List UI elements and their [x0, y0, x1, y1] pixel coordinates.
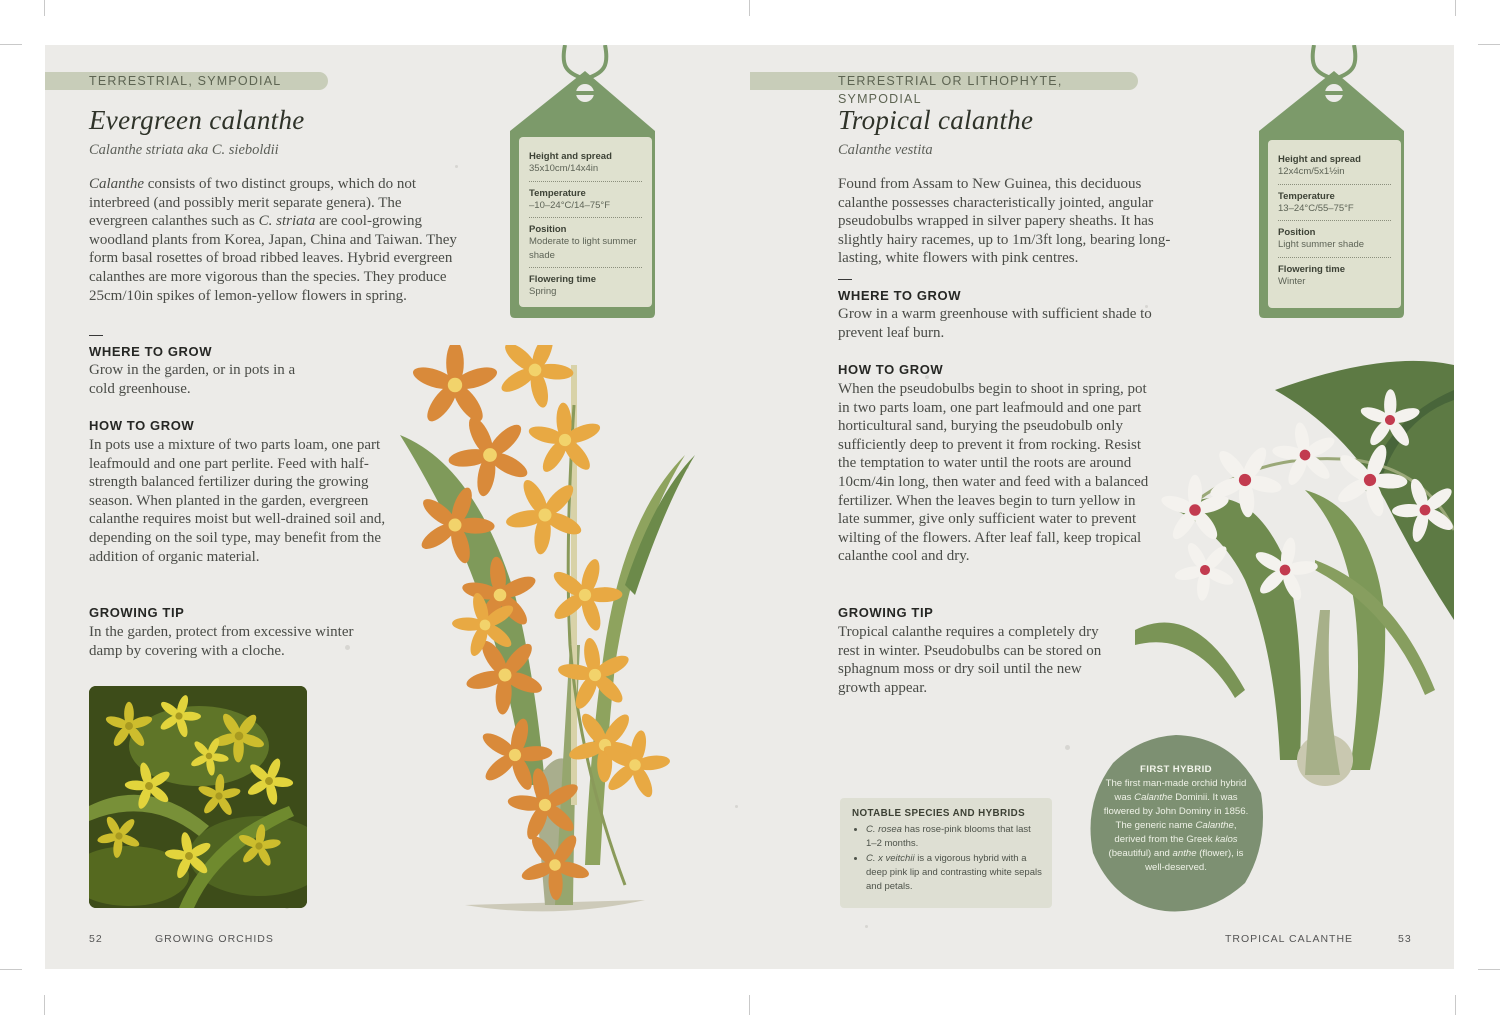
notable-list	[852, 823, 1042, 894]
hybrid-text	[1102, 777, 1250, 875]
crop-mark	[749, 995, 750, 1015]
tag-label: Temperature	[529, 187, 586, 199]
orchid-flower	[495, 463, 598, 568]
crop-mark	[1478, 969, 1500, 970]
where-to-grow-text: Grow in the garden, or in pots in a cold greenhouse.	[89, 362, 296, 397]
orchid-flower	[410, 345, 499, 426]
tag-label: Flowering time	[529, 274, 597, 285]
leaf-right-dark	[625, 455, 695, 595]
tag-value: 13–24°C/55–75°F	[1278, 202, 1354, 214]
notable-item	[866, 823, 1042, 851]
paper-speck	[735, 805, 738, 808]
text-run: (flower), is well-deserved.	[1145, 848, 1244, 873]
text-run: The first man-made orchid hybrid was	[1105, 778, 1247, 803]
category-label: TERRESTRIAL OR LITHOPHYTE, SYMPODIAL	[838, 74, 1063, 106]
tag-value: Winter	[1278, 275, 1306, 287]
how-to-grow-text: When the pseudobulbs begin to shoot in spring, pot in two parts loam, one part leafmould and one part horticultural sand, burying the pseudobulb only sufficiently deep to prevent it from rocking. Resist the temptation to water until the roots are around 10cm/4in long, then water and feed with a balanced fertilizer. When the leaves begin to turn yellow in late summer, give only sufficient water to prevent wilting of the flowers. After leaf fall, keep tropical calanthe cool and dry.	[838, 381, 1149, 565]
intro-paragraph: Found from Assam to New Guinea, this deciduous calanthe possesses characteristically jointed, angular pseudobulbs wrapped in silver papery sheaths. It has slightly hairy racemes, up to 1m/3ft long, bearing long-lasting, white flowers with pink centres.	[838, 176, 1171, 267]
section-dash: —	[89, 326, 103, 342]
orchid-flower	[544, 627, 644, 726]
tag-item-flowering	[1278, 258, 1391, 294]
botanical-name: Calanthe vestita	[838, 142, 933, 158]
tag-value: Light summer shade	[1278, 239, 1365, 250]
text-run: consists of two distinct groups, which do not interbreed (and possibly merit separate genera). The evergreen calanthes such as	[89, 176, 417, 230]
growing-tip-text: Tropical calanthe requires a completely dry rest in winter. Pseudobulbs can be stored on sphagnum moss or dry soil until the new growth appear.	[838, 624, 1102, 696]
intro-paragraph	[89, 175, 459, 305]
text-run: Calanthe	[89, 176, 144, 192]
tag-info-list	[1268, 140, 1401, 301]
page-title: Evergreen calanthe	[89, 105, 305, 135]
category-label: TERRESTRIAL, SYMPODIAL	[89, 74, 282, 88]
calanthe-photo	[89, 686, 307, 908]
how-to-grow-text: In pots use a mixture of two parts loam, one part leafmould and one part perlite. Feed with half-strength balanced fertilizer during the growing season. When planted in the garden, evergreen calanthe requires moist but well-drained soil and, depending on the soil type, may benefit from the addition of organic material.	[89, 437, 386, 565]
text-run: C. striata	[258, 213, 316, 230]
notable-heading: NOTABLE SPECIES AND HYBRIDS	[852, 808, 1026, 819]
crop-mark	[0, 969, 22, 970]
page-number: 52	[89, 933, 103, 945]
page-number: 53	[1398, 933, 1412, 945]
text-run: Dominii. It was flowered by John Dominy in 1856. The generic name	[1103, 792, 1249, 831]
tag-card	[519, 137, 652, 307]
paper-speck	[1065, 745, 1070, 750]
growing-tip-text: In the garden, protect from excessive winter damp by covering with a cloche.	[89, 624, 354, 659]
where-to-grow-heading: WHERE TO GROW	[838, 288, 962, 303]
text-run: Calanthe	[1195, 820, 1234, 831]
leaf-left	[1175, 498, 1301, 760]
crop-mark	[0, 44, 22, 45]
tag-label: Position	[1278, 227, 1316, 238]
tag-hole-slot	[1324, 91, 1344, 95]
text-run: (beautiful) and	[1108, 848, 1173, 859]
growing-tip-heading: GROWING TIP	[838, 605, 934, 620]
tag-value: Moderate to light summer shade	[529, 236, 637, 261]
tag-item-temperature	[1278, 185, 1391, 222]
paper-speck	[455, 165, 458, 168]
tag-item-height	[529, 145, 642, 182]
paper-speck	[865, 925, 868, 928]
running-title: TROPICAL CALANTHE	[1225, 933, 1354, 945]
tag-label: Position	[529, 224, 567, 235]
orchid-flower	[485, 345, 586, 418]
page-title: Tropical calanthe	[838, 105, 1034, 135]
leaf-lower-left	[1135, 623, 1245, 699]
orchid-flower	[519, 391, 613, 488]
category-band	[750, 72, 1138, 106]
evergreen-calanthe-illustration	[395, 345, 725, 920]
tag-label: Flowering time	[1278, 263, 1346, 275]
tag-value: 35x10cm/14x4in	[529, 163, 599, 174]
category-band	[45, 72, 328, 90]
section-dash: —	[838, 270, 852, 286]
tag-value: Spring	[529, 286, 557, 297]
tag-item-temperature	[529, 182, 642, 219]
text-run: are cool-growing woodland plants from Korea, Japan, China and Taiwan. They form basal rosettes of broad ribbed leaves. Hybrid evergreen calanthes are more vigorous than the species. They produce 25cm/10in spikes of lemon-yellow flowers in spring.	[89, 213, 457, 304]
crop-mark	[1478, 44, 1500, 45]
photo-foliage	[89, 686, 307, 908]
how-to-grow-heading: HOW TO GROW	[89, 418, 195, 433]
species-description: has rose-pink blooms that last 1–2 months.	[866, 824, 1031, 849]
tag-label: Temperature	[1278, 190, 1335, 202]
book-spread	[45, 45, 1454, 969]
crop-mark	[44, 0, 45, 16]
first-hybrid-panel	[1102, 763, 1250, 875]
text-run: Calanthe	[1134, 792, 1173, 803]
where-to-grow-text: Grow in a warm greenhouse with sufficient shade to prevent leaf burn.	[838, 306, 1152, 341]
how-to-grow-heading: HOW TO GROW	[838, 362, 944, 377]
tag-item-height	[1278, 148, 1391, 185]
notable-species-box	[840, 798, 1052, 908]
growing-tip-heading: GROWING TIP	[89, 605, 185, 620]
tag-label: Height and spread	[1278, 154, 1361, 165]
tag-item-position	[1278, 221, 1391, 258]
crop-mark	[44, 995, 45, 1015]
text-run: anthe	[1172, 848, 1197, 859]
running-title: GROWING ORCHIDS	[155, 933, 274, 945]
notable-item	[866, 852, 1042, 894]
where-to-grow-heading: WHERE TO GROW	[89, 344, 213, 359]
crop-mark	[1455, 995, 1456, 1015]
tag-card	[1268, 140, 1401, 308]
tropical-calanthe-illustration	[1135, 360, 1454, 790]
tag-info-list	[519, 137, 652, 312]
species-name: C. rosea	[866, 824, 902, 835]
text-run: , derived from the Greek	[1114, 820, 1237, 845]
tag-value: –10–24°C/14–75°F	[529, 199, 611, 211]
botanical-name: Calanthe striata aka C. sieboldii	[89, 142, 279, 158]
crop-mark	[1455, 0, 1456, 16]
hybrid-heading: FIRST HYBRID	[1140, 764, 1212, 775]
species-name: C. x veitchii	[866, 853, 915, 864]
pseudobulb-sheath	[1305, 610, 1340, 775]
tag-item-flowering	[529, 268, 642, 304]
crop-mark	[749, 0, 750, 16]
tag-hole-slot	[575, 91, 595, 95]
tag-item-position	[529, 218, 642, 268]
tag-value: 12x4cm/5x1½in	[1278, 166, 1345, 177]
species-description: is a vigorous hybrid with a deep pink lip and contrasting white sepals and petals.	[866, 853, 1042, 892]
tag-label: Height and spread	[529, 151, 612, 162]
text-run: kalos	[1215, 834, 1238, 845]
